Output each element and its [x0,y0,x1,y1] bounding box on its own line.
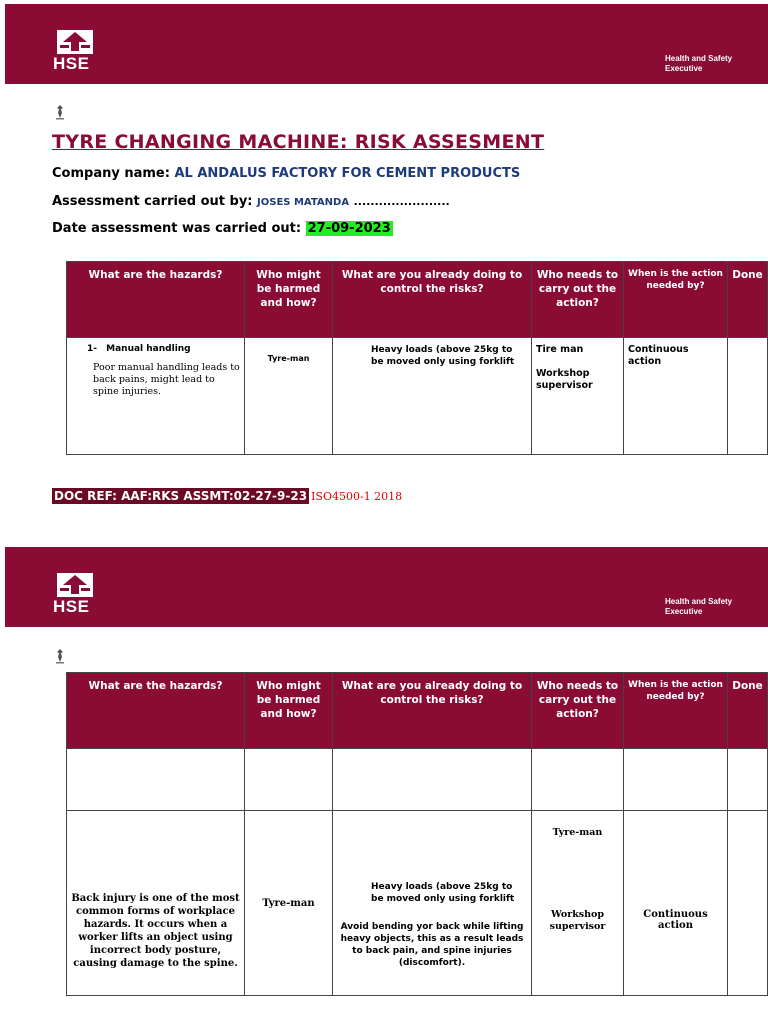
col-header-who-action: Who needs to carry out the action? [532,262,624,338]
hazard-title: Manual handling [106,344,191,354]
hazard-description: Back injury is one of the most common forms of workplace hazards. It occurs when a worker lifts an object using incorrect body posture, causing damage to the spine. [67,811,245,996]
company-line [52,166,520,181]
date-value: 27-09-2023 [307,221,391,236]
hse-header-banner-2 [5,547,768,627]
table-row [67,811,768,996]
hse-full-name: Health and Safety Executive [665,54,733,73]
when-cell: Continuous action [624,338,728,455]
assessor-value: JOSES MATANDA [257,197,350,208]
hse-logo [53,573,105,616]
hazard-heading [87,344,240,354]
hazard-number: 1- [87,344,97,354]
col-header-hazards: What are the hazards? [67,673,245,749]
table-header-row [67,262,768,338]
col-header-who-action: Who needs to carry out the action? [532,673,624,749]
action-person-1: Tyre-man [552,827,603,838]
doc-reference [52,489,402,503]
doc-ref-code: DOC REF: AAF:RKS ASSMT:02-27-9-23 [54,489,308,503]
who-action-cell [532,338,624,455]
col-header-who-harmed: Who might be harmed and how? [245,673,333,749]
document-title: TYRE CHANGING MACHINE: RISK ASSESMENT [52,131,545,153]
hse-full-name: Health and Safety Executive [665,597,733,616]
company-value: AL ANDALUS FACTORY FOR CEMENT PRODUCTS [174,166,521,181]
col-header-who-harmed: Who might be harmed and how? [245,262,333,338]
assessor-dots: ....................... [353,195,450,208]
table-row-empty [67,749,768,811]
controls-cell [333,811,532,996]
date-label: Date assessment was carried out: [52,221,302,236]
col-header-controls: What are you already doing to control the risks? [333,673,532,749]
control-measure-2: Avoid bending yor back while lifting heavy objects, this as a result leads to back pain, and spine injuries (discomfort). [340,922,524,968]
company-emblem-icon [53,104,67,120]
control-measure-1: Heavy loads (above 25kg to be moved only using forklift [371,882,515,904]
col-header-when: When is the action needed by? [624,673,728,749]
company-emblem-icon [53,648,67,664]
hse-header-banner [5,4,768,84]
company-label: Company name: [52,166,170,181]
hse-logo [53,30,105,73]
action-person-1: Tire man [536,344,584,355]
hse-wordmark: HSE [53,597,90,616]
controls-cell: Heavy loads (above 25kg to be moved only using forklift [333,338,532,455]
assessor-line [52,194,450,209]
action-person-2: Workshop supervisor [549,909,606,932]
table-row [67,338,768,455]
hazard-description: Poor manual handling leads to back pains, might lead to spine injuries. [93,362,240,397]
who-action-cell [532,811,624,996]
done-cell [728,338,768,455]
hazard-cell [67,338,245,455]
who-harmed-cell: Tyre-man [245,811,333,996]
assessor-label: Assessment carried out by: [52,194,253,209]
when-cell: Continuous action [624,811,728,996]
col-header-done: Done [728,262,768,338]
done-cell [728,811,768,996]
who-harmed-cell: Tyre-man [245,338,333,455]
date-line [52,221,393,236]
action-person-2: Workshop supervisor [536,368,593,391]
hse-wordmark: HSE [53,54,90,73]
col-header-hazards: What are the hazards? [67,262,245,338]
col-header-controls: What are you already doing to control the risks? [333,262,532,338]
risk-table-1 [66,261,768,455]
col-header-when: When is the action needed by? [624,262,728,338]
hse-emblem-icon [57,573,93,597]
col-header-done: Done [728,673,768,749]
iso-standard: ISO4500-1 2018 [311,490,403,503]
hse-emblem-icon [57,30,93,54]
table-header-row [67,673,768,749]
risk-table-2 [66,672,768,996]
